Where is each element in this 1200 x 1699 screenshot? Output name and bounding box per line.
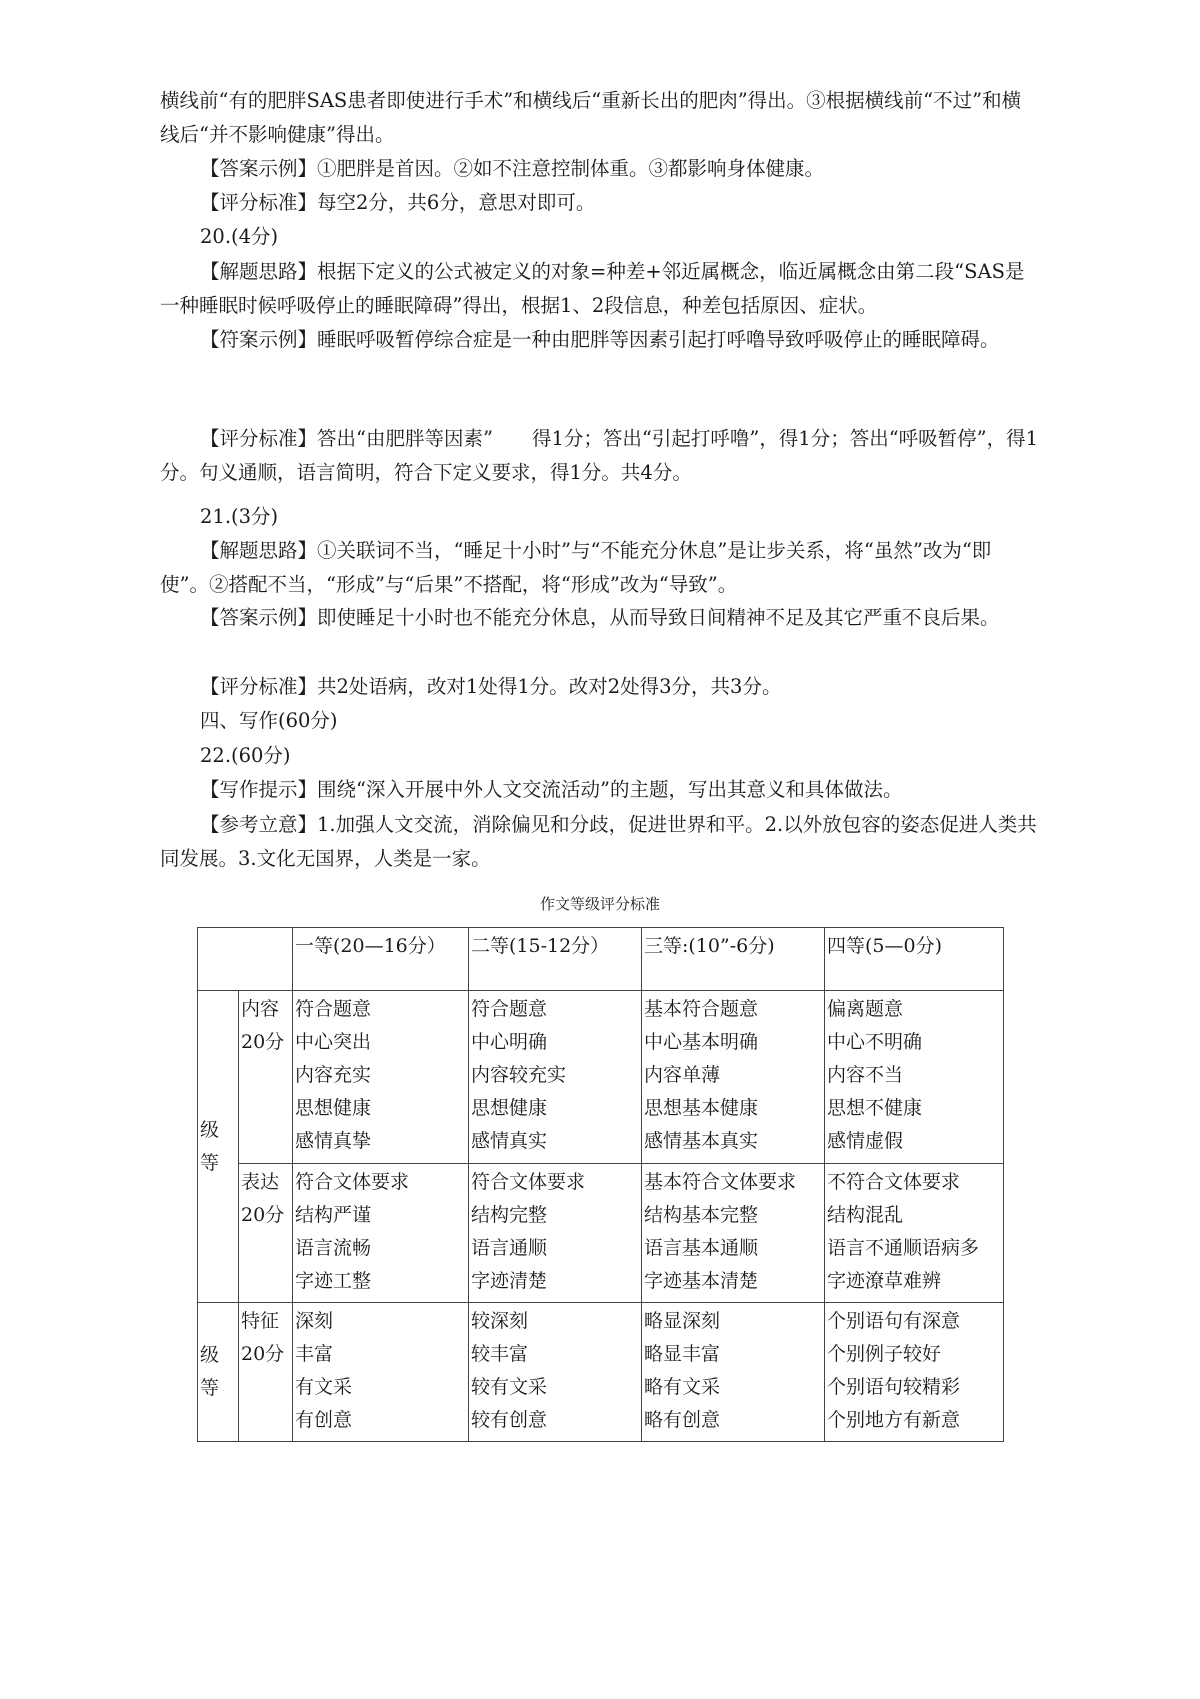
paragraph: 【答案示例】即使睡足十小时也不能充分休息，从而导致日间精神不足及其它严重不良后果。 (200, 606, 1000, 629)
criterion: 语言通顺 (471, 1237, 548, 1259)
grade-cell (469, 1164, 642, 1303)
criterion: 感情虚假 (827, 1130, 904, 1152)
criterion: 符合题意 (471, 998, 548, 1020)
criterion: 基本符合文体要求 (644, 1171, 797, 1193)
criterion: 思想健康 (471, 1097, 548, 1119)
header-cell: 四等(5—0分) (825, 928, 1004, 991)
table-row (198, 1164, 1004, 1303)
table-caption: 作文等级评分标准 (539, 895, 660, 913)
criterion: 略有文采 (644, 1376, 721, 1398)
question-number: 20.(4分) (200, 225, 279, 248)
grade-cell (293, 1164, 469, 1303)
criterion: 符合题意 (295, 998, 372, 1020)
group-label-cell (198, 1303, 239, 1442)
criterion: 结构基本完整 (644, 1204, 759, 1226)
table-row (198, 991, 1004, 1164)
criterion: 语言流畅 (295, 1237, 372, 1259)
criterion: 内容单薄 (644, 1064, 721, 1086)
criterion: 内容充实 (295, 1064, 372, 1086)
criterion: 结构完整 (471, 1204, 548, 1226)
grade-cell (642, 1164, 825, 1303)
table-row (198, 1303, 1004, 1442)
criterion: 字迹潦草难辨 (827, 1270, 942, 1292)
criterion: 感情真挚 (295, 1130, 372, 1152)
criterion: 不符合文体要求 (827, 1171, 961, 1193)
paragraph: 【答案示例】①肥胖是首因。②如不注意控制体重。③都影响身体健康。 (200, 157, 825, 180)
category-cell (239, 1164, 293, 1303)
question-number: 22.(60分) (200, 744, 291, 767)
grade-cell (642, 1303, 825, 1442)
criterion: 较丰富 (471, 1343, 529, 1365)
criterion: 思想健康 (295, 1097, 372, 1119)
criterion: 感情基本真实 (644, 1130, 759, 1152)
criterion: 个别例子较好 (827, 1343, 942, 1365)
criterion: 略有创意 (644, 1409, 721, 1431)
criterion: 字迹工整 (295, 1270, 372, 1292)
criterion: 思想不健康 (827, 1097, 923, 1119)
criterion: 中心基本明确 (644, 1031, 759, 1053)
criterion: 基本符合题意 (644, 998, 759, 1020)
criterion: 思想基本健康 (644, 1097, 759, 1119)
group-label-cell (198, 991, 239, 1303)
criterion: 语言基本通顺 (644, 1237, 759, 1259)
criterion: 个别地方有新意 (827, 1409, 961, 1431)
grading-table (197, 927, 1004, 1442)
paragraph: 【解题思路】根据下定义的公式被定义的对象=种差+邻近属概念，临近属概念由第二段“SAS是一种睡眠时候呼吸停止的睡眠障碍”得出，根据1、2段信息，种差包括原因、症状。 (160, 260, 1025, 317)
criterion: 中心明确 (471, 1031, 548, 1053)
paragraph: 【符案示例】睡眠呼吸暂停综合症是一种由肥胖等因素引起打呼噜导致呼吸停止的睡眠障碍。 (200, 328, 1000, 351)
criterion: 内容不当 (827, 1064, 904, 1086)
grade-cell (825, 1303, 1004, 1442)
grade-cell (642, 991, 825, 1164)
criterion: 符合文体要求 (471, 1171, 586, 1193)
criterion: 略显丰富 (644, 1343, 721, 1365)
paragraph: 【评分标准】共2处语病，改对1处得1分。改对2处得3分，共3分。 (200, 675, 782, 698)
criterion: 偏离题意 (827, 998, 904, 1020)
category-cell (239, 991, 293, 1164)
criterion: 有文采 (295, 1376, 353, 1398)
category-label: 特征20分 (241, 1310, 285, 1365)
paragraph: 【写作提示】围绕“深入开展中外人文交流活动”的主题，写出其意义和具体做法。 (200, 778, 903, 801)
criterion: 较有创意 (471, 1409, 548, 1431)
paragraph: 【评分标准】答出“由肥胖等因素” 得1分；答出“引起打呼噜”，得1分；答出“呼吸暂停”，得1分。句义通顺，语言简明，符合下定义要求，得1分。共4分。 (160, 427, 1039, 484)
header-cell: 三等:(10”-6分) (642, 928, 825, 991)
criterion: 个别语句较精彩 (827, 1376, 961, 1398)
grade-cell (469, 1303, 642, 1442)
header-cell: 二等(15-12分） (469, 928, 642, 991)
table-header-row (198, 928, 1004, 991)
criterion: 符合文体要求 (295, 1171, 410, 1193)
question-number: 21.(3分) (200, 505, 279, 528)
group-label: 级 等 (200, 1344, 220, 1399)
category-label: 表达20分 (241, 1171, 285, 1226)
criterion: 较深刻 (471, 1310, 529, 1332)
criterion: 语言不通顺语病多 (827, 1237, 980, 1259)
criterion: 结构混乱 (827, 1204, 904, 1226)
grade-cell (469, 991, 642, 1164)
category-cell (239, 1303, 293, 1442)
criterion: 字迹基本清楚 (644, 1270, 759, 1292)
criterion: 结构严谨 (295, 1204, 372, 1226)
criterion: 有创意 (295, 1409, 353, 1431)
criterion: 字迹清楚 (471, 1270, 548, 1292)
criterion: 个别语句有深意 (827, 1310, 961, 1332)
criterion: 深刻 (295, 1310, 334, 1332)
paragraph: 【评分标准】每空2分，共6分，意思对即可。 (200, 191, 596, 214)
paragraph: 【参考立意】1.加强人文交流，消除偏见和分歧，促进世界和平。2.以外放包容的姿态促进人类共同发展。3.文化无国界，人类是一家。 (160, 813, 1037, 870)
criterion: 略显深刻 (644, 1310, 721, 1332)
header-cell: 一等(20—16分） (293, 928, 469, 991)
criterion: 较有文采 (471, 1376, 548, 1398)
section-heading: 四、写作(60分) (200, 709, 338, 732)
group-label: 级 等 (200, 1118, 220, 1174)
criterion: 内容较充实 (471, 1064, 567, 1086)
grade-cell (825, 1164, 1004, 1303)
paragraph: 【解题思路】①关联词不当，“睡足十小时”与“不能充分休息”是让步关系，将“虽然”改为“即使”。②搭配不当，“形成”与“后果”不搭配，将“形成”改为“导致”。 (160, 539, 992, 596)
criterion: 感情真实 (471, 1130, 548, 1152)
criterion: 中心不明确 (827, 1031, 923, 1053)
criterion: 丰富 (295, 1343, 334, 1365)
grade-cell (825, 991, 1004, 1164)
paragraph: 横线前“有的肥胖SAS患者即使进行手术”和横线后“重新长出的肥肉”得出。③根据横线前“不过”和横线后“并不影响健康”得出。 (160, 89, 1022, 146)
criterion: 中心突出 (295, 1031, 372, 1053)
category-label: 内容20分 (241, 998, 285, 1053)
grade-cell (293, 991, 469, 1164)
grade-cell (293, 1303, 469, 1442)
header-blank-cell (198, 928, 293, 991)
